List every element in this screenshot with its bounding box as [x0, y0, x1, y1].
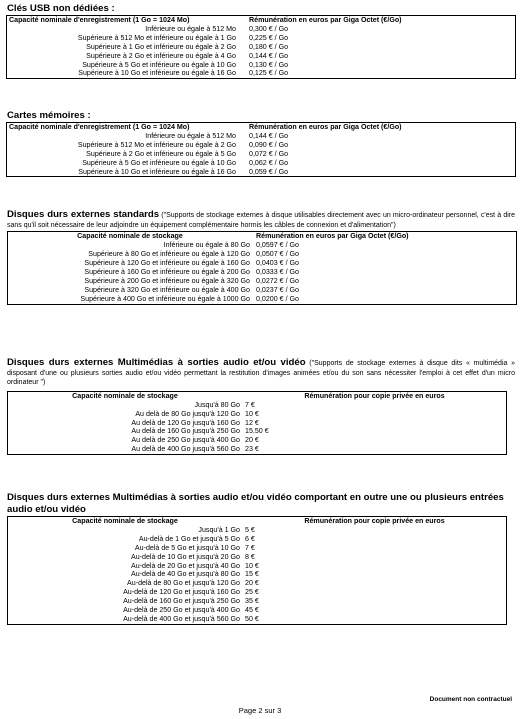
capacity-cell: Au delà de 120 Go jusqu'à 160 Go — [131, 418, 240, 427]
table-row — [8, 588, 507, 597]
multimedia-io-header-remuneration: Rémunération pour copie privée en euros — [304, 517, 445, 525]
remuneration-cell: 0,225 € / Go — [249, 33, 289, 42]
remuneration-cell: 7 € — [245, 543, 255, 552]
multimedia-note: ("Supports de stockage externes à disque dits « multimédia » disposant d'une ou plusieurs sorties audio et/ou vidéo permettant la restitution d'images animées et/ou du son sans nécessiter l'emploi à cet effet d'un micro ordinateur ") — [7, 360, 515, 387]
table-row — [8, 445, 507, 454]
remuneration-cell: 0,144 € / Go — [249, 131, 289, 140]
hdd-title: Disques durs externes standards — [7, 209, 160, 220]
table-row — [8, 606, 507, 615]
multimedia-title: Disques durs externes Multimédias à sorties audio et/ou vidéo — [7, 357, 306, 368]
table-row — [7, 132, 516, 141]
capacity-cell: Supérieure à 320 Go et inférieure ou égale à 400 Go — [84, 285, 250, 294]
remuneration-cell: 5 € — [245, 525, 255, 534]
table-row — [7, 69, 516, 78]
table-row — [8, 615, 507, 624]
capacity-cell: Supérieure à 2 Go et inférieure ou égale à 5 Go — [86, 149, 236, 158]
hdd-header-capacity: Capacité nominale de stockage — [77, 232, 183, 241]
table-row — [8, 419, 507, 428]
usb-header-capacity: Capacité nominale d'enregistrement (1 Go = 1024 Mo) — [9, 16, 190, 24]
table-row — [8, 401, 507, 410]
capacity-cell: Jusqu'à 80 Go — [194, 400, 240, 409]
capacity-cell: Au-delà de 1 Go et jusqu'à 5 Go — [138, 534, 240, 543]
table-row — [8, 526, 507, 535]
capacity-cell: Inférieure ou égale à 512 Mo — [145, 131, 236, 140]
multimedia-io-title: Disques durs externes Multimédias à sorties audio et/ou vidéo comportant en outre une ou plusieurs entrées audio et/ou vidéo — [7, 492, 504, 515]
capacity-cell: Au delà de 80 Go jusqu'à 120 Go — [135, 409, 240, 418]
table-row — [8, 410, 507, 419]
capacity-cell: Au-delà de 40 Go et jusqu'à 80 Go — [130, 570, 240, 579]
hdd-table — [7, 231, 517, 304]
capacity-cell: Supérieure à 1 Go et inférieure ou égale à 2 Go — [86, 42, 236, 51]
remuneration-cell: 20 € — [245, 579, 259, 588]
usb-table — [6, 15, 516, 79]
table-row — [7, 43, 516, 52]
capacity-cell: Au delà de 160 Go jusqu'à 250 Go — [131, 427, 240, 436]
multimedia-table — [7, 391, 507, 455]
table-row — [8, 241, 517, 250]
table-row — [7, 25, 516, 34]
table-row — [8, 427, 507, 436]
usb-header-row — [7, 16, 516, 25]
table-row — [7, 34, 516, 43]
capacity-cell: Supérieure à 160 Go et inférieure ou égale à 200 Go — [84, 268, 250, 277]
capacity-cell: Au-delà de 400 Go et jusqu'à 560 Go — [123, 614, 240, 623]
capacity-cell: Au-delà de 80 Go et jusqu'à 120 Go — [127, 579, 240, 588]
remuneration-cell: 0,180 € / Go — [249, 42, 289, 51]
remuneration-cell: 10 € — [245, 409, 259, 418]
capacity-cell: Au-delà de 160 Go et jusqu'à 250 Go — [123, 597, 240, 606]
capacity-cell: Au-delà de 10 Go et jusqu'à 20 Go — [130, 552, 240, 561]
capacity-cell: Inférieure ou égale à 512 Mo — [145, 24, 236, 33]
remuneration-cell: 50 € — [245, 614, 259, 623]
remuneration-cell: 0,090 € / Go — [249, 140, 289, 149]
multimedia-io-header-row — [8, 517, 507, 526]
capacity-cell: Supérieure à 80 Go et inférieure ou égale à 120 Go — [88, 250, 250, 259]
memory-cards-header-row — [7, 123, 516, 132]
multimedia-io-section — [7, 492, 515, 625]
remuneration-cell: 7 € — [245, 400, 255, 409]
remuneration-cell: 0,059 € / Go — [249, 167, 289, 176]
table-row — [8, 544, 507, 553]
capacity-cell: Supérieure à 120 Go et inférieure ou égale à 160 Go — [84, 259, 250, 268]
usb-section — [7, 3, 515, 79]
memory-cards-header-capacity: Capacité nominale d'enregistrement (1 Go = 1024 Mo) — [9, 123, 190, 131]
capacity-cell: Au-delà de 120 Go et jusqu'à 160 Go — [123, 588, 240, 597]
remuneration-cell: 12 € — [245, 418, 259, 427]
capacity-cell: Supérieure à 10 Go et inférieure ou égale à 16 Go — [78, 69, 236, 78]
remuneration-cell: 0,0272 € / Go — [256, 276, 299, 285]
memory-cards-title: Cartes mémoires : — [7, 110, 91, 121]
hdd-section — [7, 209, 515, 305]
remuneration-cell: 15 € — [245, 570, 259, 579]
remuneration-cell: 0,144 € / Go — [249, 51, 289, 60]
table-row — [7, 159, 516, 168]
table-row — [8, 570, 507, 579]
capacity-cell: Supérieure à 400 Go et inférieure ou égale à 1000 Go — [80, 294, 250, 303]
capacity-cell: Au-delà de 250 Go et jusqu'à 400 Go — [123, 606, 240, 615]
table-row — [7, 61, 516, 70]
table-row — [8, 286, 517, 295]
table-row — [8, 553, 507, 562]
remuneration-cell: 0,0597 € / Go — [256, 241, 299, 250]
table-row — [8, 579, 507, 588]
capacity-cell: Inférieure ou égale à 80 Go — [163, 241, 250, 250]
capacity-cell: Supérieure à 512 Mo et inférieure ou égale à 1 Go — [77, 33, 236, 42]
hdd-header-remuneration: Rémunération en euros par Giga Octet (€/Go) — [256, 232, 409, 241]
hdd-heading — [7, 209, 515, 230]
remuneration-cell: 8 € — [245, 552, 255, 561]
page-number: Page 2 sur 3 — [238, 706, 282, 715]
multimedia-io-table — [7, 516, 507, 625]
multimedia-heading — [7, 357, 515, 388]
table-row — [8, 277, 517, 286]
multimedia-section — [7, 357, 515, 455]
remuneration-cell: 15.50 € — [245, 427, 269, 436]
hdd-header-row — [8, 232, 517, 241]
remuneration-cell: 0,0507 € / Go — [256, 250, 299, 259]
remuneration-cell: 20 € — [245, 436, 259, 445]
remuneration-cell: 0,300 € / Go — [249, 24, 289, 33]
table-row — [8, 295, 517, 304]
remuneration-cell: 0,130 € / Go — [249, 60, 289, 69]
capacity-cell: Au delà de 250 Go jusqu'à 400 Go — [131, 436, 240, 445]
memory-cards-section — [7, 110, 515, 177]
table-row — [8, 562, 507, 571]
capacity-cell: Supérieure à 200 Go et inférieure ou égale à 320 Go — [84, 276, 250, 285]
table-row — [8, 259, 517, 268]
remuneration-cell: 0,062 € / Go — [249, 158, 289, 167]
table-row — [7, 52, 516, 61]
remuneration-cell: 23 € — [245, 445, 259, 454]
table-row — [8, 597, 507, 606]
table-row — [7, 168, 516, 177]
capacity-cell: Supérieure à 10 Go et inférieure ou égale à 16 Go — [78, 167, 236, 176]
capacity-cell: Supérieure à 5 Go et inférieure ou égale à 10 Go — [82, 60, 236, 69]
remuneration-cell: 0,125 € / Go — [249, 69, 289, 78]
remuneration-cell: 10 € — [245, 561, 259, 570]
table-row — [7, 150, 516, 159]
memory-cards-header-remuneration: Rémunération en euros par Giga Octet (€/Go) — [249, 123, 402, 131]
remuneration-cell: 0,0333 € / Go — [256, 268, 299, 277]
remuneration-cell: 45 € — [245, 606, 259, 615]
capacity-cell: Supérieure à 2 Go et inférieure ou égale à 4 Go — [86, 51, 236, 60]
multimedia-header-row — [8, 391, 507, 400]
multimedia-header-remuneration: Rémunération pour copie privée en euros — [304, 391, 445, 400]
table-row — [8, 535, 507, 544]
usb-header-remuneration: Rémunération en euros par Giga Octet (€/Go) — [249, 16, 402, 24]
capacity-cell: Au-delà de 20 Go et jusqu'à 40 Go — [130, 561, 240, 570]
capacity-cell: Au-delà de 5 Go et jusqu'à 10 Go — [134, 543, 240, 552]
hdd-note: ("Supports de stockage externes à disque utilisables directement avec un micro-ordinateur personnel, c'est à dire sans qu'il soit nécessaire de leur adjoindre un équipement complémentaire hormis les câbles de connexion et d'alimentation") — [7, 212, 515, 229]
remuneration-cell: 0,072 € / Go — [249, 149, 289, 158]
table-row — [8, 250, 517, 259]
remuneration-cell: 6 € — [245, 534, 255, 543]
table-row — [7, 141, 516, 150]
remuneration-cell: 25 € — [245, 588, 259, 597]
memory-cards-table — [6, 122, 516, 177]
multimedia-io-header-capacity: Capacité nominale de stockage — [72, 517, 178, 525]
remuneration-cell: 35 € — [245, 597, 259, 606]
remuneration-cell: 0,0403 € / Go — [256, 259, 299, 268]
disclaimer-text: Document non contractuel — [429, 696, 512, 703]
multimedia-header-capacity: Capacité nominale de stockage — [72, 391, 178, 400]
usb-title: Clés USB non dédiées : — [7, 3, 115, 14]
capacity-cell: Jusqu'à 1 Go — [198, 525, 240, 534]
capacity-cell: Supérieure à 512 Mo et inférieure ou égale à 2 Go — [77, 140, 236, 149]
remuneration-cell: 0,0200 € / Go — [256, 294, 299, 303]
table-row — [8, 268, 517, 277]
table-row — [8, 436, 507, 445]
remuneration-cell: 0,0237 € / Go — [256, 285, 299, 294]
capacity-cell: Au delà de 400 Go jusqu'à 560 Go — [131, 445, 240, 454]
capacity-cell: Supérieure à 5 Go et inférieure ou égale à 10 Go — [82, 158, 236, 167]
